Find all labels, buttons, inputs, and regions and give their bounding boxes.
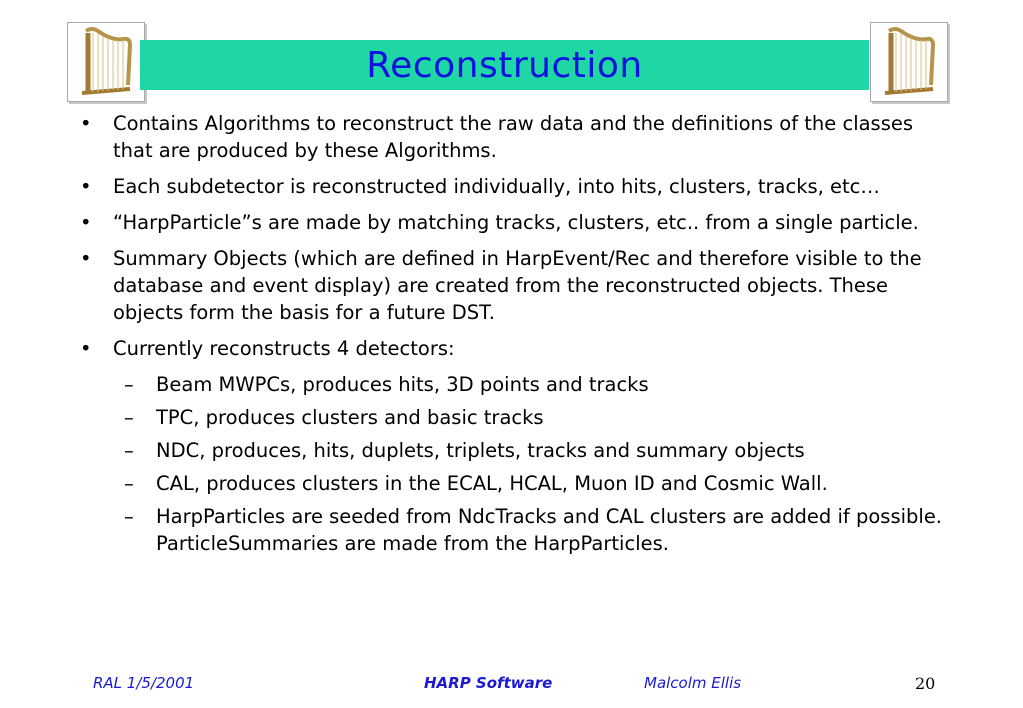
sub-bullet-item [80,470,950,497]
bullet-marker: • [80,112,92,135]
sub-bullet-text: TPC, produces clusters and basic tracks [156,406,544,429]
sub-bullet-marker: – [124,505,134,528]
sub-bullet-item [80,437,950,464]
sub-bullet-marker: – [124,406,134,429]
bullet-item [80,173,950,200]
harp-logo-right [870,22,948,102]
sub-bullet-marker: – [124,439,134,462]
sub-bullet-marker: – [124,472,134,495]
sub-bullet-text: NDC, produces, hits, duplets, triplets, tracks and summary objects [156,439,805,462]
bullet-item [80,245,950,326]
bullet-item [80,110,950,164]
bullet-marker: • [80,247,92,270]
footer-author: Malcolm Ellis [644,674,742,692]
sub-bullet-text: Beam MWPCs, produces hits, 3D points and tracks [156,373,649,396]
bullet-item [80,335,950,362]
bullet-text: “HarpParticle”s are made by matching tracks, clusters, etc.. from a single particle. [113,211,919,234]
sub-bullet-text: HarpParticles are seeded from NdcTracks and CAL clusters are added if possible. ParticleSummaries are made from the HarpParticles. [156,505,943,555]
bullet-text: Each subdetector is reconstructed individually, into hits, clusters, tracks, etc… [113,175,880,198]
harp-icon [68,23,144,101]
bullet-text: Currently reconstructs 4 detectors: [113,337,455,360]
sub-bullet-item [80,404,950,431]
sub-bullet-item [80,371,950,398]
bullet-marker: • [80,175,92,198]
harp-icon [871,23,947,101]
footer-title: HARP Software [424,674,553,692]
title-bar [140,40,869,90]
footer-date: RAL 1/5/2001 [93,674,195,692]
page-number: 20 [915,674,936,693]
bullet-text: Summary Objects (which are defined in HarpEvent/Rec and therefore visible to the database and event display) are created from the reconstructed objects. These objects form the basis for a future DST. [113,247,922,324]
sub-bullet-marker: – [124,373,134,396]
harp-logo-left [67,22,145,102]
bullet-marker: • [80,337,92,360]
bullet-marker: • [80,211,92,234]
bullet-item [80,209,950,236]
slide-content [80,110,950,563]
sub-bullet-item [80,503,950,557]
bullet-text: Contains Algorithms to reconstruct the raw data and the definitions of the classes that are produced by these Algorithms. [113,112,914,162]
slide-title: Reconstruction [366,44,643,86]
sub-bullet-text: CAL, produces clusters in the ECAL, HCAL, Muon ID and Cosmic Wall. [156,472,828,495]
